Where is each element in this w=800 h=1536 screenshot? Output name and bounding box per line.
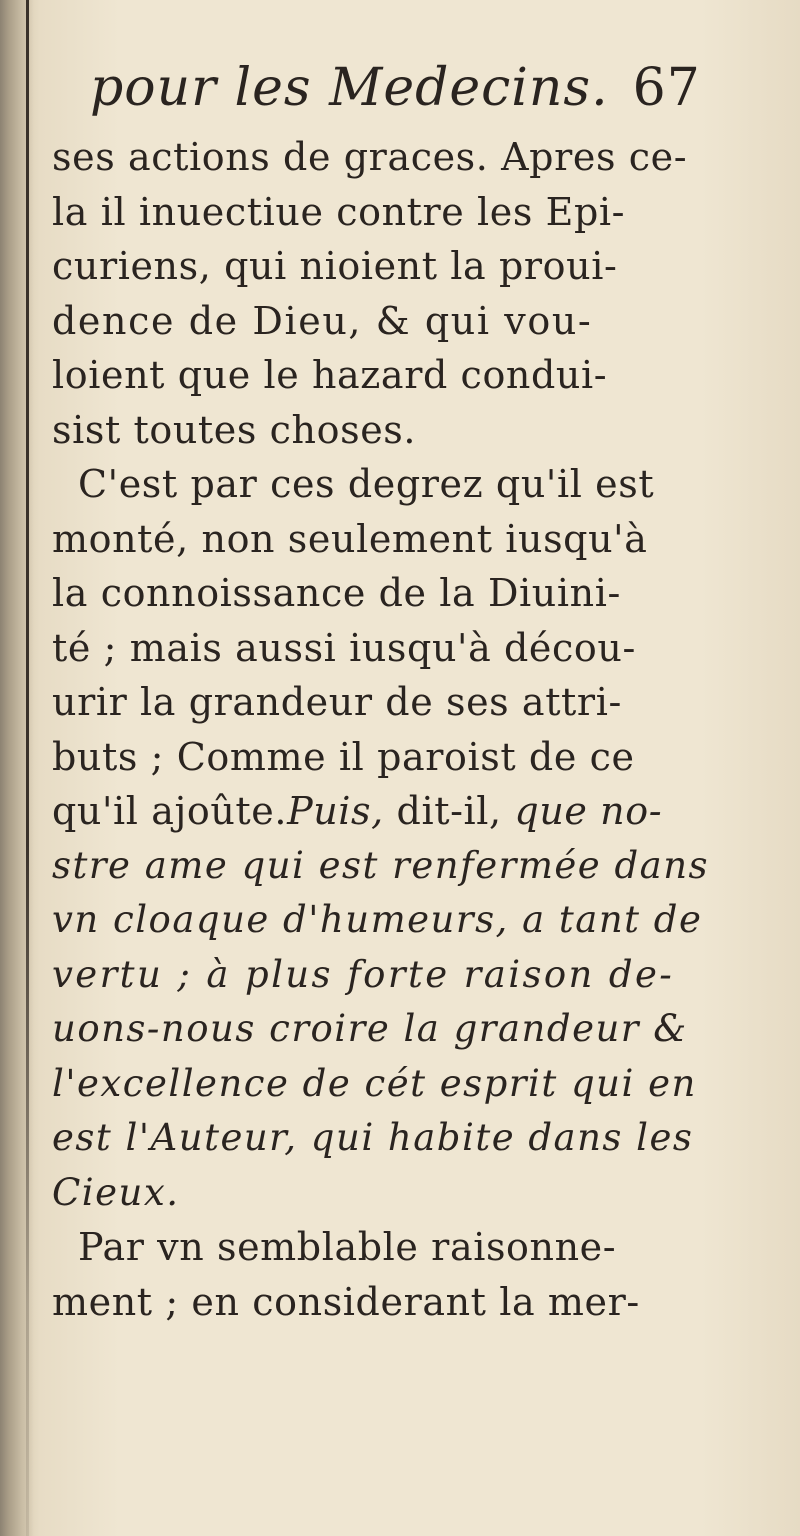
- text-line: ses actions de graces. Apres ce-: [52, 135, 688, 179]
- text-line: curiens, qui nioient la proui-: [52, 244, 618, 288]
- text-line-italic: vertu ; à plus forte raison de-: [52, 952, 675, 996]
- text-line: la connoissance de la Diuini-: [52, 571, 621, 615]
- text-line: té ; mais aussi iusqu'à décou-: [52, 625, 636, 670]
- running-header: [90, 58, 701, 118]
- text-line: Par vn semblable raisonne-: [78, 1225, 617, 1269]
- page-number: 67: [632, 58, 701, 118]
- text-line: monté, non seulement iusqu'à: [52, 516, 648, 561]
- text-line: dence de Dieu, & qui vou-: [52, 298, 593, 343]
- text-line-italic: uons-nous croire la grandeur &: [52, 1007, 688, 1050]
- gutter-rule: [26, 0, 29, 1536]
- body-text: [52, 130, 710, 1329]
- text-line: ment ; en considerant la mer-: [52, 1279, 640, 1324]
- text-line-italic: Cieux.: [52, 1170, 180, 1214]
- text-line-italic: vn cloaque d'humeurs, a tant de: [52, 898, 703, 941]
- text-roman: dit-il,: [383, 789, 515, 833]
- text-line: sist toutes choses.: [52, 407, 417, 452]
- text-line-italic: stre ame qui est renfermée dans: [52, 843, 710, 887]
- text-line: urir la grandeur de ses attri-: [52, 680, 622, 724]
- text-italic: que no-: [514, 789, 663, 833]
- text-line: C'est par ces degrez qu'il est: [78, 462, 655, 506]
- text-line: buts ; Comme il paroist de ce: [52, 734, 635, 779]
- text-italic: Puis,: [287, 789, 384, 833]
- text-line-italic: l'excellence de cét esprit qui en: [52, 1061, 697, 1105]
- text-line: loient que le hazard condui-: [52, 353, 608, 397]
- text-line-mixed: [52, 784, 663, 839]
- text-line-italic: est l'Auteur, qui habite dans les: [52, 1116, 694, 1159]
- text-roman: qu'il ajoûte.: [52, 789, 288, 833]
- running-title: pour les Medecins.: [90, 58, 609, 118]
- text-line: la il inuectiue contre les Epi-: [52, 189, 626, 234]
